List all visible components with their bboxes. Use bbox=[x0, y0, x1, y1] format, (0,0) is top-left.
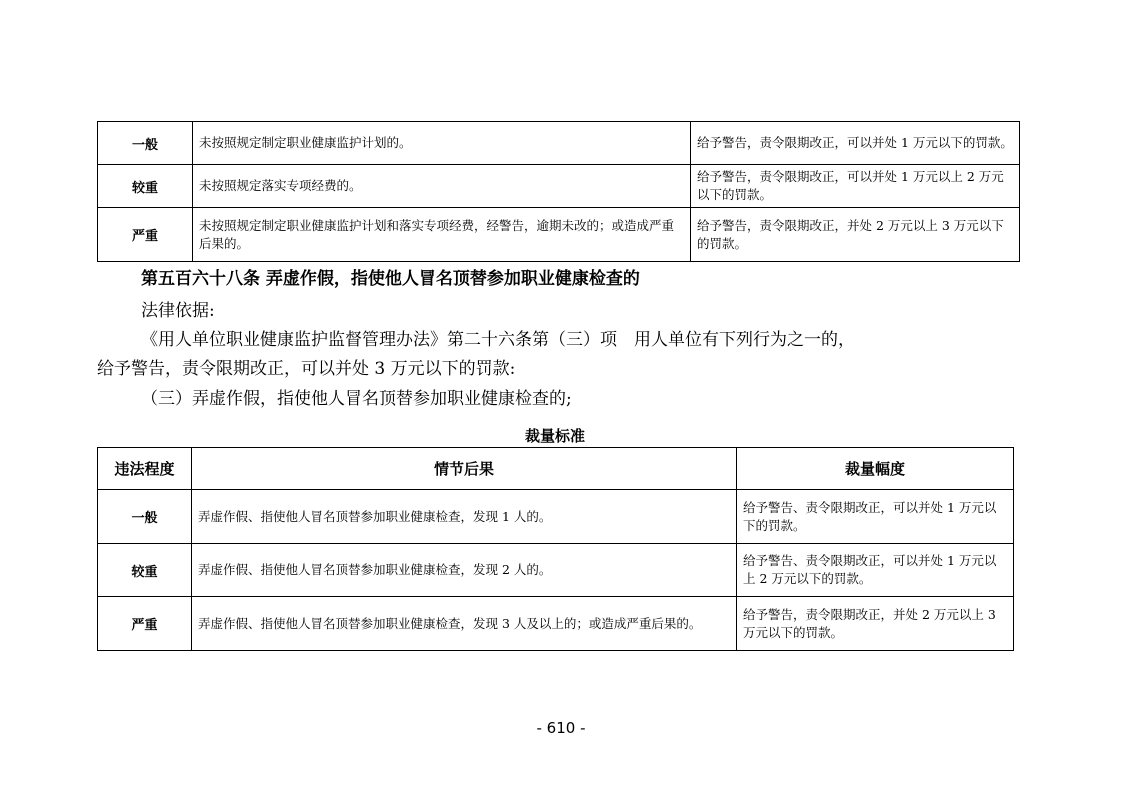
table-row bbox=[98, 165, 1020, 208]
header-circumstance: 情节后果 bbox=[192, 448, 737, 490]
discretion-standard-table bbox=[97, 447, 1014, 651]
page-number: - 610 - bbox=[536, 719, 586, 737]
header-violation-degree: 违法程度 bbox=[98, 448, 192, 490]
circumstance-cell: 未按照规定制定职业健康监护计划的。 bbox=[193, 122, 691, 165]
circumstance-cell: 弄虚作假、指使他人冒名顶替参加职业健康检查，发现 1 人的。 bbox=[192, 490, 737, 544]
previous-standard-table bbox=[97, 121, 1020, 262]
table-row bbox=[98, 544, 1014, 597]
level-cell: 较重 bbox=[98, 165, 193, 208]
circumstance-cell: 弄虚作假、指使他人冒名顶替参加职业健康检查，发现 3 人及以上的；或造成严重后果的。 bbox=[192, 597, 737, 651]
article-title: 第五百六十八条 弄虚作假，指使他人冒名顶替参加职业健康检查的 bbox=[141, 269, 640, 289]
level-cell: 严重 bbox=[98, 597, 192, 651]
circumstance-cell: 未按照规定落实专项经费的。 bbox=[193, 165, 691, 208]
table-row bbox=[98, 597, 1014, 651]
penalty-cell: 给予警告、责令限期改正，可以并处 1 万元以下的罚款。 bbox=[737, 490, 1014, 544]
legal-basis-label: 法律依据: bbox=[141, 301, 215, 321]
table-header-row bbox=[98, 448, 1014, 490]
table-row bbox=[98, 122, 1020, 165]
table-caption: 裁量标准 bbox=[524, 427, 585, 445]
legal-basis-item: （三）弄虚作假，指使他人冒名顶替参加职业健康检查的; bbox=[141, 389, 572, 409]
penalty-cell: 给予警告，责令限期改正，可以并处 1 万元以上 2 万元以下的罚款。 bbox=[691, 165, 1020, 208]
level-cell: 一般 bbox=[98, 490, 192, 544]
table-row bbox=[98, 490, 1014, 544]
level-cell: 一般 bbox=[98, 122, 193, 165]
penalty-cell: 给予警告，责令限期改正，并处 2 万元以上 3 万元以下的罚款。 bbox=[691, 208, 1020, 262]
legal-basis-text-line1: 《用人单位职业健康监护监督管理办法》第二十六条第（三）项 用人单位有下列行为之一的， bbox=[141, 330, 855, 350]
legal-basis-text-line2: 给予警告，责令限期改正，可以并处 3 万元以下的罚款: bbox=[97, 359, 516, 379]
table-row bbox=[98, 208, 1020, 262]
header-penalty-range: 裁量幅度 bbox=[737, 448, 1014, 490]
circumstance-cell: 弄虚作假、指使他人冒名顶替参加职业健康检查，发现 2 人的。 bbox=[192, 544, 737, 597]
penalty-cell: 给予警告，责令限期改正，可以并处 1 万元以下的罚款。 bbox=[691, 122, 1020, 165]
level-cell: 严重 bbox=[98, 208, 193, 262]
circumstance-cell: 未按照规定制定职业健康监护计划和落实专项经费，经警告，逾期未改的；或造成严重后果的。 bbox=[193, 208, 691, 262]
level-cell: 较重 bbox=[98, 544, 192, 597]
penalty-cell: 给予警告，责令限期改正，并处 2 万元以上 3 万元以下的罚款。 bbox=[737, 597, 1014, 651]
penalty-cell: 给予警告、责令限期改正，可以并处 1 万元以上 2 万元以下的罚款。 bbox=[737, 544, 1014, 597]
